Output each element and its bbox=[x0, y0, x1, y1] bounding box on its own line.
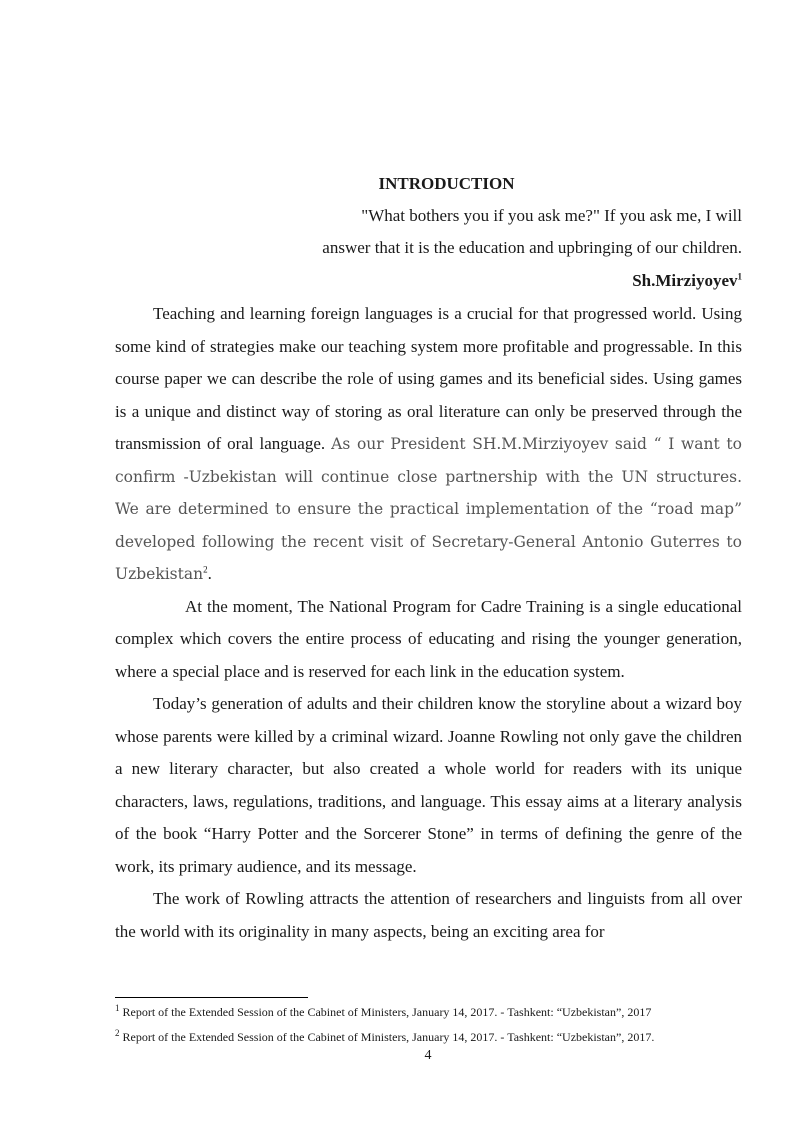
epigraph-author bbox=[632, 271, 742, 291]
footnote-1-marker: 1 bbox=[115, 1003, 120, 1013]
epigraph-line-2: answer that it is the education and upbringing of our children. bbox=[322, 238, 742, 257]
paragraph-1-text: Teaching and learning foreign languages is a crucial for that progressed world. Using some kind of strategies make our teaching system more profitable and progressable. In this course paper we can describe the role of using games and its beneficial sides. Using games is a unique and distinct way of storing as oral literature can only be preserved through the transmission of oral language. bbox=[115, 304, 742, 453]
footnote-2-marker: 2 bbox=[115, 1028, 120, 1038]
paragraph-4: The work of Rowling attracts the attention of researchers and linguists from all over the world with its originality in many aspects, being an exciting area for bbox=[115, 889, 742, 941]
footnote-2-text: Report of the Extended Session of the Cabinet of Ministers, January 14, 2017. - Tashkent: “Uzbekistan”, 2017. bbox=[119, 1030, 655, 1044]
footnote-1 bbox=[115, 1005, 651, 1020]
paragraph-2: At the moment, The National Program for Cadre Training is a single educational complex which covers the entire process of educating and rising the younger generation, where a special place and is reserved for each link in the education system. bbox=[115, 596, 742, 681]
footnote-separator bbox=[115, 997, 308, 998]
footnote-ref-2: 2 bbox=[203, 564, 208, 575]
section-heading: INTRODUCTION bbox=[378, 174, 515, 193]
footnote-1-text: Report of the Extended Session of the Cabinet of Ministers, January 14, 2017. - Tashkent: “Uzbekistan”, 2017 bbox=[119, 1005, 652, 1019]
footnote-2 bbox=[115, 1030, 654, 1045]
paragraph-1 bbox=[115, 298, 742, 591]
paragraph-3: Today’s generation of adults and their children know the storyline about a wizard boy whose parents were killed by a criminal wizard. Joanne Rowling not only gave the children a new literary character, but also created a whole world for readers with its unique characters, laws, regulations, traditions, and language. This essay aims at a literary analysis of the book “Harry Potter and the Sorcerer Stone” in terms of defining the genre of the work, its primary audience, and its message. bbox=[115, 694, 742, 876]
epigraph-line-1: "What bothers you if you ask me?" If you ask me, I will bbox=[361, 206, 742, 225]
body-text bbox=[115, 298, 742, 948]
author-name: Sh.Mirziyoyev bbox=[632, 271, 738, 290]
president-quote: As our President SH.M.Mirziyoyev said “ I want to confirm -Uzbekistan will continue close partnership with the UN structures. We are determined to ensure the practical implementation of the “road map” developed following the recent visit of Secretary-General Antonio Guterres to Uzbekistan bbox=[115, 435, 742, 583]
footnote-ref-1: 1 bbox=[737, 271, 742, 282]
paragraph-1-end: . bbox=[207, 564, 212, 583]
page-number: 4 bbox=[424, 1048, 432, 1063]
